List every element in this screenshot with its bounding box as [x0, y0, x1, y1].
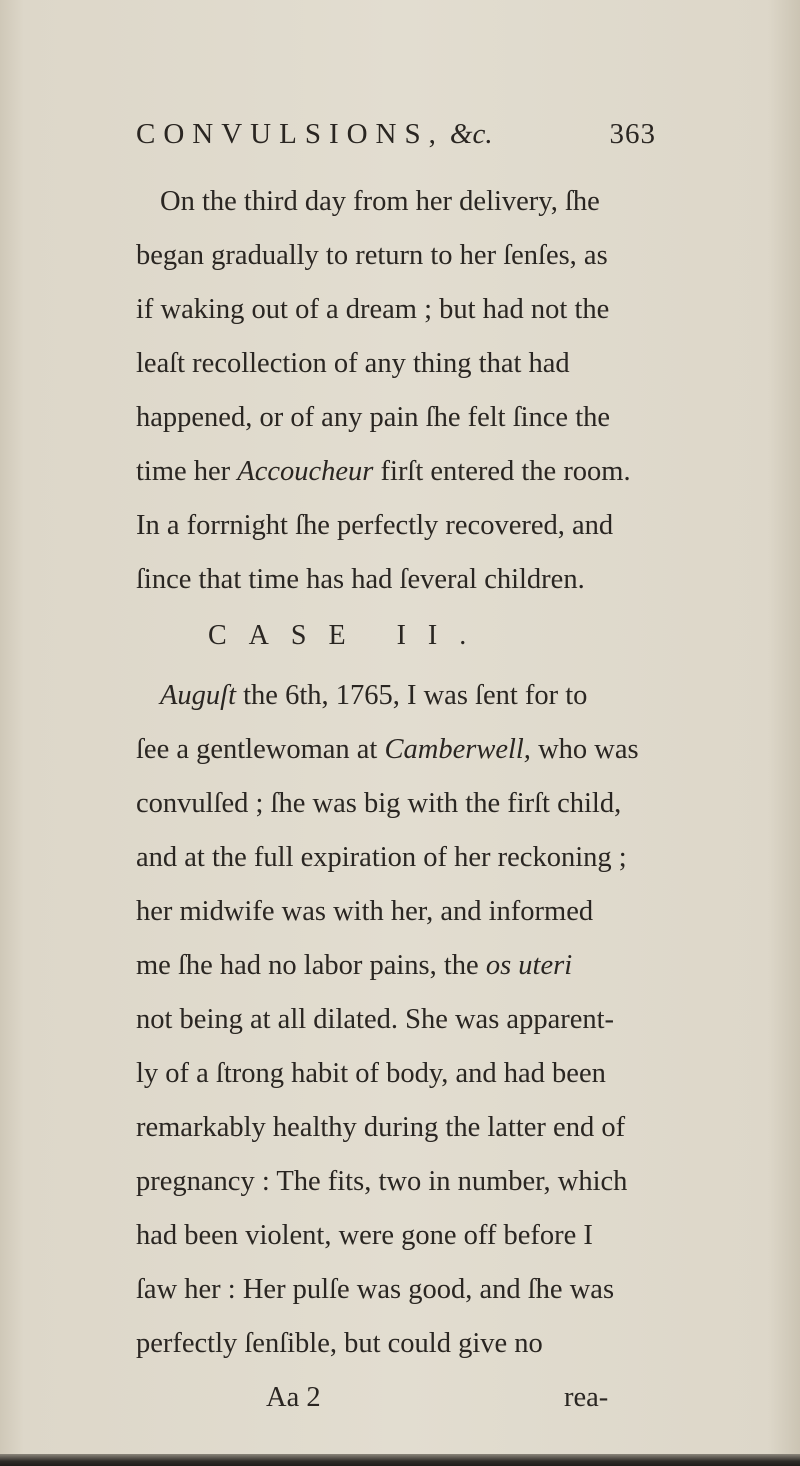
- line-text: ly of a ſtrong habit of body, and had been: [136, 1058, 606, 1089]
- text-line: [0, 456, 800, 510]
- accoucheur-italic: Accoucheur: [237, 456, 374, 487]
- line-text: and at the full expiration of her reckoning ;: [136, 842, 627, 873]
- text-line: [0, 950, 800, 1004]
- italic-latin: os uteri: [485, 950, 573, 981]
- line-text: In a forrnight ſhe perfectly recovered, and: [136, 510, 614, 541]
- text-line: [0, 788, 800, 842]
- line-text: ſee a gentlewoman at: [136, 734, 385, 765]
- line-text: leaſt recollection of any thing that had: [136, 348, 570, 379]
- line-text-composite: [136, 950, 572, 982]
- line-text: convulſed ; ſhe was big with the firſt child,: [136, 788, 622, 819]
- text-line: [0, 842, 800, 896]
- catchword: rea-: [564, 1382, 609, 1413]
- line-text: had been violent, were gone off before I: [136, 1220, 593, 1251]
- line-text: if waking out of a dream ; but had not the: [136, 294, 610, 325]
- line-text: ſince that time has had ſeveral children.: [136, 564, 585, 595]
- line-text: not being at all dilated. She was apparent-: [136, 1004, 615, 1035]
- text-line: [0, 294, 800, 348]
- running-head: [136, 118, 656, 158]
- line-text: remarkably healthy during the latter end of: [136, 1112, 626, 1143]
- line-text: ſaw her : Her pulſe was good, and ſhe was: [136, 1274, 615, 1305]
- text-line: [0, 1220, 800, 1274]
- line-text: firſt entered the room.: [373, 456, 631, 487]
- line-text: time her: [136, 456, 238, 487]
- text-line: [0, 348, 800, 402]
- line-text: her midwife was with her, and informed: [136, 896, 594, 927]
- line-text: happened, or of any pain ſhe felt ſince the: [136, 402, 611, 433]
- line-text: began gradually to return to her ſenſes, as: [136, 240, 608, 271]
- text-line: [0, 564, 800, 618]
- line-text: On the third day from her delivery, ſhe: [160, 186, 600, 217]
- line-text: me ſhe had no labor pains, the: [136, 950, 486, 981]
- line-text: pregnancy : The fits, two in number, which: [136, 1166, 628, 1197]
- text-line: [0, 1274, 800, 1328]
- text-line: [0, 510, 800, 564]
- italic-month: Auguſt: [160, 680, 236, 711]
- text-line: [0, 1166, 800, 1220]
- text-line: [0, 896, 800, 950]
- text-line: [0, 1328, 800, 1382]
- text-line: [0, 1112, 800, 1166]
- text-line: [0, 186, 800, 240]
- text-line: [0, 1004, 800, 1058]
- line-text: the 6th, 1765, I was ſent for to: [236, 680, 588, 711]
- text-line: [0, 402, 800, 456]
- line-text-composite: [160, 680, 587, 712]
- case-heading: CASE II.: [208, 620, 489, 651]
- running-head-title: CONVULSIONS,: [136, 118, 444, 150]
- text-line: [0, 680, 800, 734]
- page-bottom-shadow: [0, 1454, 800, 1466]
- italic-place: Camberwell,: [384, 734, 531, 765]
- line-text-composite: [136, 456, 631, 488]
- page-number: 363: [609, 118, 656, 150]
- signature-mark: Aa 2: [266, 1382, 321, 1413]
- line-text-composite: [136, 734, 639, 766]
- text-line: [0, 734, 800, 788]
- text-line: [0, 1058, 800, 1112]
- line-text: perfectly ſenſible, but could give no: [136, 1328, 543, 1359]
- text-line: [0, 240, 800, 294]
- running-head-etc: &c.: [449, 118, 493, 150]
- line-text: who was: [530, 734, 639, 765]
